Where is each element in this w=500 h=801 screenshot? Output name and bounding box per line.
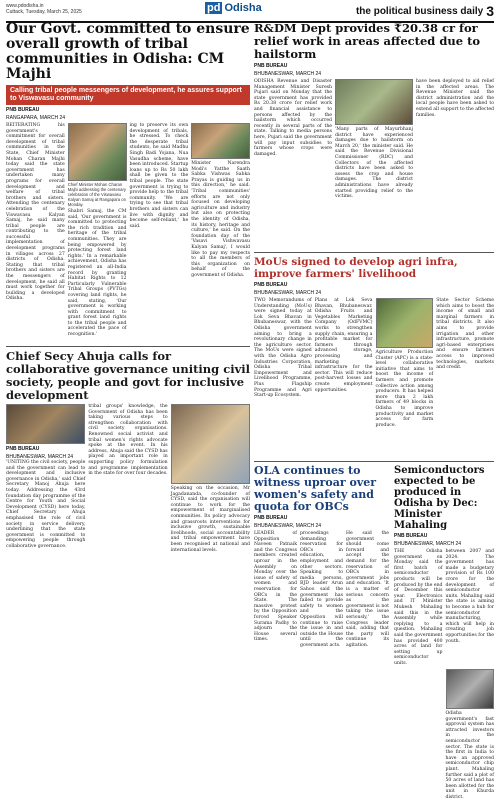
- story1-col4: Minister Narendra Modi's Yatthe Saath Sabka Vishwas Sabka Prayas is guiding us in this direction,' he said. 'Tribal communities' efforts are not only focused on developing agriculture and industry but also on protecting the identity of Odisha, its history, heritage and culture,' he said. On the foundation day of the 'Vasavi Vishwavasu Kalyan Samaj', I would like to pay my respects to all the members of this organization on behalf of the government of Odisha.: [191, 161, 250, 278]
- story2-col2: tribal groups' knowledge, the Government of Odisha has been taking various steps to strengthen collaboration with civil society organisations. Renowned social activist and tribal women's rights advocate spoke at the event. In his address, Ahuja said the CYSD has played an important role in supporting policy formulation and programme implementation in the state for over four decades.: [88, 404, 168, 477]
- story6-col1: THE Odisha government on Monday said the first batch of semiconductor products will be produced by the end of December this year. Electronics and IT Minister Mukesh Mahaling said this in the Assembly while replying to a question. Mahaling said the government has provided 400 acres of land for setting up semiconductor units.: [394, 549, 443, 666]
- story4-col1: TWO Memorandums of Understanding (MoUs) were signed today at Lok Seva Bhavan in Bhubaneswar, with the Odisha government aiming to bring a revolutionary change in the agriculture sector. The MoUs were signed with the Odisha Agro Industries Corporation, Odisha Tribal Empowerment and Livelihood Programme, Plus Flagship Programme and Agri Start-up Ecosystem.: [254, 298, 312, 399]
- story3-col3: have been deployed to aid relief in the affected areas. The Revenue Minister said the district administration and the local people have been asked to extend all support to the affected families.: [416, 79, 494, 118]
- story5-bureau: PNB BUREAU: [254, 515, 288, 521]
- story3-body: [254, 79, 494, 249]
- story5-dateline: BHUBANESWAR, MARCH 24: [254, 523, 322, 529]
- bottom-stories: [254, 464, 494, 800]
- story1-col4-wrap: [191, 123, 250, 343]
- divider: [6, 346, 250, 347]
- story1-headline[interactable]: Our Govt. committed to ensure overall growth of tribal communities in Odisha: CM Majhi: [6, 21, 250, 82]
- story2-col1-wrap: [6, 404, 85, 784]
- masthead: [6, 3, 494, 20]
- story6-dateline: BHUBANESWAR, MARCH 24: [394, 541, 462, 547]
- story5: [254, 465, 389, 769]
- masthead-left: [6, 3, 82, 15]
- story1-photo: [68, 123, 127, 181]
- story1-photo-2: [191, 123, 250, 159]
- story1-col1: REITERATING his government's commitment for overall development of tribal communities in the State, Chief Minister Mohan Charan Majhi today said the state government has undertaken many programs for overall development and welfare of tribal brothers and sisters. Attending the centenary celebration of the Viswavasu Kalyan Samaj, he said many tribal people are contributing to the successful implementation of development programs in villages across 27 districts of Odisha. Stating that tribal brothers and sisters are the messengers of development, he said all must work together for building a developed Odisha.: [6, 123, 65, 302]
- story3-col2-wrap: [335, 79, 413, 249]
- story2-dateline: BHUBANESWAR, MARCH 24: [6, 454, 74, 460]
- story6-body: [394, 549, 494, 800]
- story4-col4: State Sector Scheme which aims to boost the income of small and marginal farmers in tribal districts. It also aims to provide irrigation and other infrastructure, promote agri-based enterprises and ensure farmers access to improved technologies, markets and credit.: [436, 298, 494, 371]
- logo-text: Odisha: [224, 2, 262, 14]
- story2-col3-wrap: [171, 404, 250, 784]
- story1-col3: ing to preserve its own development of tribals, he stressed. To check the desperate tribal students, he said Madhu Singh Badi Yojana, Nua Vasudha scheme, have been introduced. Startup loans up to Rs 50 lakh shall be given to the tribal people. The state government is trying to provide help to the tribal community. 'We are trying to see that tribal brothers and sisters can live with dignity and become self-reliant,' he said.: [129, 123, 189, 229]
- left-column: [6, 22, 250, 784]
- story1-dateline: RANGAPARA, MARCH 24: [6, 115, 66, 121]
- story1-subheadline: Calling tribal people messengers of development, he assures support to Viswavasu community: [6, 85, 250, 105]
- story6-col2: between 2007 and 2024. The government has made a budgetary provision of Rs 100 crore for the development of semiconductor units. Mahaling said the state is aiming to become a hub for semiconductor manufacturing, which will help in creating job opportunities for the youth.: [445, 549, 494, 644]
- story3-col1: ODISHA Revenue and Disaster Management Minister Suresh Pujari said on Monday that the state government has provided Rs 20.38 crore for relief work and financial assistance to persons affected by the hailstorm which occurred recently in several parts of the state. Talking to media persons here, Pujari said the government will pay input subsidies to farmers whose crops were damaged.: [254, 79, 332, 157]
- dateline: Cuttack, Tuesday, March 25, 2025: [6, 9, 82, 15]
- story6: [394, 465, 494, 800]
- story1-bureau: PNB BUREAU: [6, 107, 40, 113]
- story3-dateline: BHUBANESWAR, MARCH 24: [254, 71, 322, 77]
- story2-bureau: PNB BUREAU: [6, 446, 40, 452]
- story2-photo: [6, 404, 85, 444]
- masthead-right: [356, 3, 494, 19]
- story4-bureau: PNB BUREAU: [254, 282, 288, 288]
- story1-photo-caption: Chief Minister Mohan Charan Majhi addressing the centenary celebration of the Viswavasu Kalyan Samaj at Rangapara on Monday.: [67, 182, 126, 207]
- story6-photo: [446, 669, 495, 709]
- story6-bureau: PNB BUREAU: [394, 533, 428, 539]
- story2-col3: Speaking on the occasion, Mr Jagadananda, co-founder of CYSD, said the organisation will continue to work for the empowerment of marginalised communities. Its policy advocacy and grassroots interventions for inclusive growth, sustainable livelihoods, social accountability and tribal empowerment have been recognised at national and international levels.: [170, 486, 250, 553]
- story5-col3: He said the government should come forward and accept the demand for the reservation of OBCs in government jobs and education. 'It is a matter of serious concern as the government is not taking the issue seriously,' the Congress leader said, adding that the party will continue its agitation.: [346, 531, 389, 648]
- page-number: 3: [486, 3, 494, 19]
- divider: [254, 252, 494, 253]
- story6-headline[interactable]: Semiconductors expected to be produced in Odisha by Dec: Minister Mahaling: [394, 465, 485, 531]
- story6-col2-wrap: [445, 549, 495, 800]
- story1-body: [6, 123, 250, 343]
- story4-photo: [376, 298, 434, 348]
- story3-col2: 'Many parts of Mayurbhanj district have experienced damages due to hailstorm on March 20,' the minister said. He said the Revenue Divisional Commissioner (RDC) and Collectors of the affected districts have been asked to assess the crop and house damages. The district administrations have already started providing relief to the victims.: [335, 127, 413, 200]
- story6-col3: Odisha government's fast approval system has attracted investors in the semiconductor sector. The state is the first in India to have an approved semiconductor chip plant. Mahaling further said a plot of 50 acres of land has been allotted for the unit in Khurda district.: [445, 711, 494, 800]
- story2-body: [6, 404, 250, 784]
- story5-col1: LEADER of Opposition Naveen Patnaik and the Congress members created uproar in the Assembly on Monday over the issue of safety of women and reservation for OBCs in the State. The massive protest by the Opposition forced Speaker Surama Padhy to adjourn the House several times.: [254, 531, 297, 643]
- website-link[interactable]: www.pdodisha.in: [6, 3, 44, 9]
- story5-headline[interactable]: OLA continues to witness uproar over women's safety and quota for OBCs: [254, 464, 377, 513]
- story3-photo: [335, 79, 413, 125]
- story3-headline[interactable]: R&DM Dept provides ₹20.38 cr for relief work in areas affected due to hailstorm: [254, 21, 481, 61]
- story2-col1: 'UNITING the civil society, people and the government can lead to development and inclusive governance in Odisha,' said Chief Secretary Manoj Ahuja here today. Addressing the 43rd foundation day programme of the Centre for Youth and Social Development (CYSD) here today, Chief Secretary Ahuja emphasised the role of civil society in service delivery, underlining that the state government is committed to empowering people through collaborative governance.: [6, 460, 86, 549]
- story5-col2: proceedings demanding reservation for OBCs in education, employment and other sectors. Speaking to media persons, BJD leader Arun Sahoo said the government has failed to provide safety to women and the Opposition will continue to raise the issue in and outside the House until the government acts.: [300, 531, 343, 648]
- story4-body: [254, 298, 494, 458]
- story1-col2: Shabri Samaj, the CM said, 'Our government is committed to protecting the rich tradition and heritage of the tribal communities. They are being empowered by protecting forest land rights.' In a remarkable achievement, Odisha has registered an all-India record by granting Habitat Rights to 12 Particularly Vulnerable Tribal Groups (PVTGs) covering land rights, he said, stating, 'Our government is working with commitment to grant forest land rights to the tribal people and accelerated the pace of recognition.': [67, 209, 127, 338]
- divider: [254, 461, 494, 462]
- story4-col3-wrap: [376, 298, 434, 458]
- logo-mark: pd: [207, 2, 221, 14]
- story3-bureau: PNB BUREAU: [254, 63, 288, 69]
- section-name: the political business daily: [355, 5, 484, 17]
- story1-col2-wrap: [68, 123, 127, 343]
- right-column: [254, 21, 494, 800]
- story4-headline[interactable]: MoUs signed to develop agri infra, improve farmers' livelihood: [254, 256, 458, 280]
- story4-col2: Plans at Lok Seva Bhavan, Bhubaneswar. Odisha Fruits and Vegetables Marketing Company (OdFVMC) works to strengthen supply chain, ensuring a profitable market for farmers through advanced storage, processing and marketing infrastructure for the sector. This will reduce post-harvest losses and create employment opportunities.: [314, 298, 373, 393]
- story2-headline[interactable]: Chief Secy Ahuja calls for collaborative governance uniting civil society, people and govt for inclusive development: [6, 349, 250, 402]
- story4-col3: Agriculture Production Cluster (APC) is a state-level collaborative initiative that aims to boost the income of farmers and promote collective action among producers. It has helped more than 2 lakh farmers of 49 blocks in Odisha to improve productivity and market access for farm produce.: [375, 350, 434, 428]
- story2-photo-2: [171, 404, 250, 484]
- logo: [205, 2, 262, 14]
- story5-body: [254, 531, 389, 751]
- story4-dateline: BHUBANESWAR, MARCH 24: [254, 290, 322, 296]
